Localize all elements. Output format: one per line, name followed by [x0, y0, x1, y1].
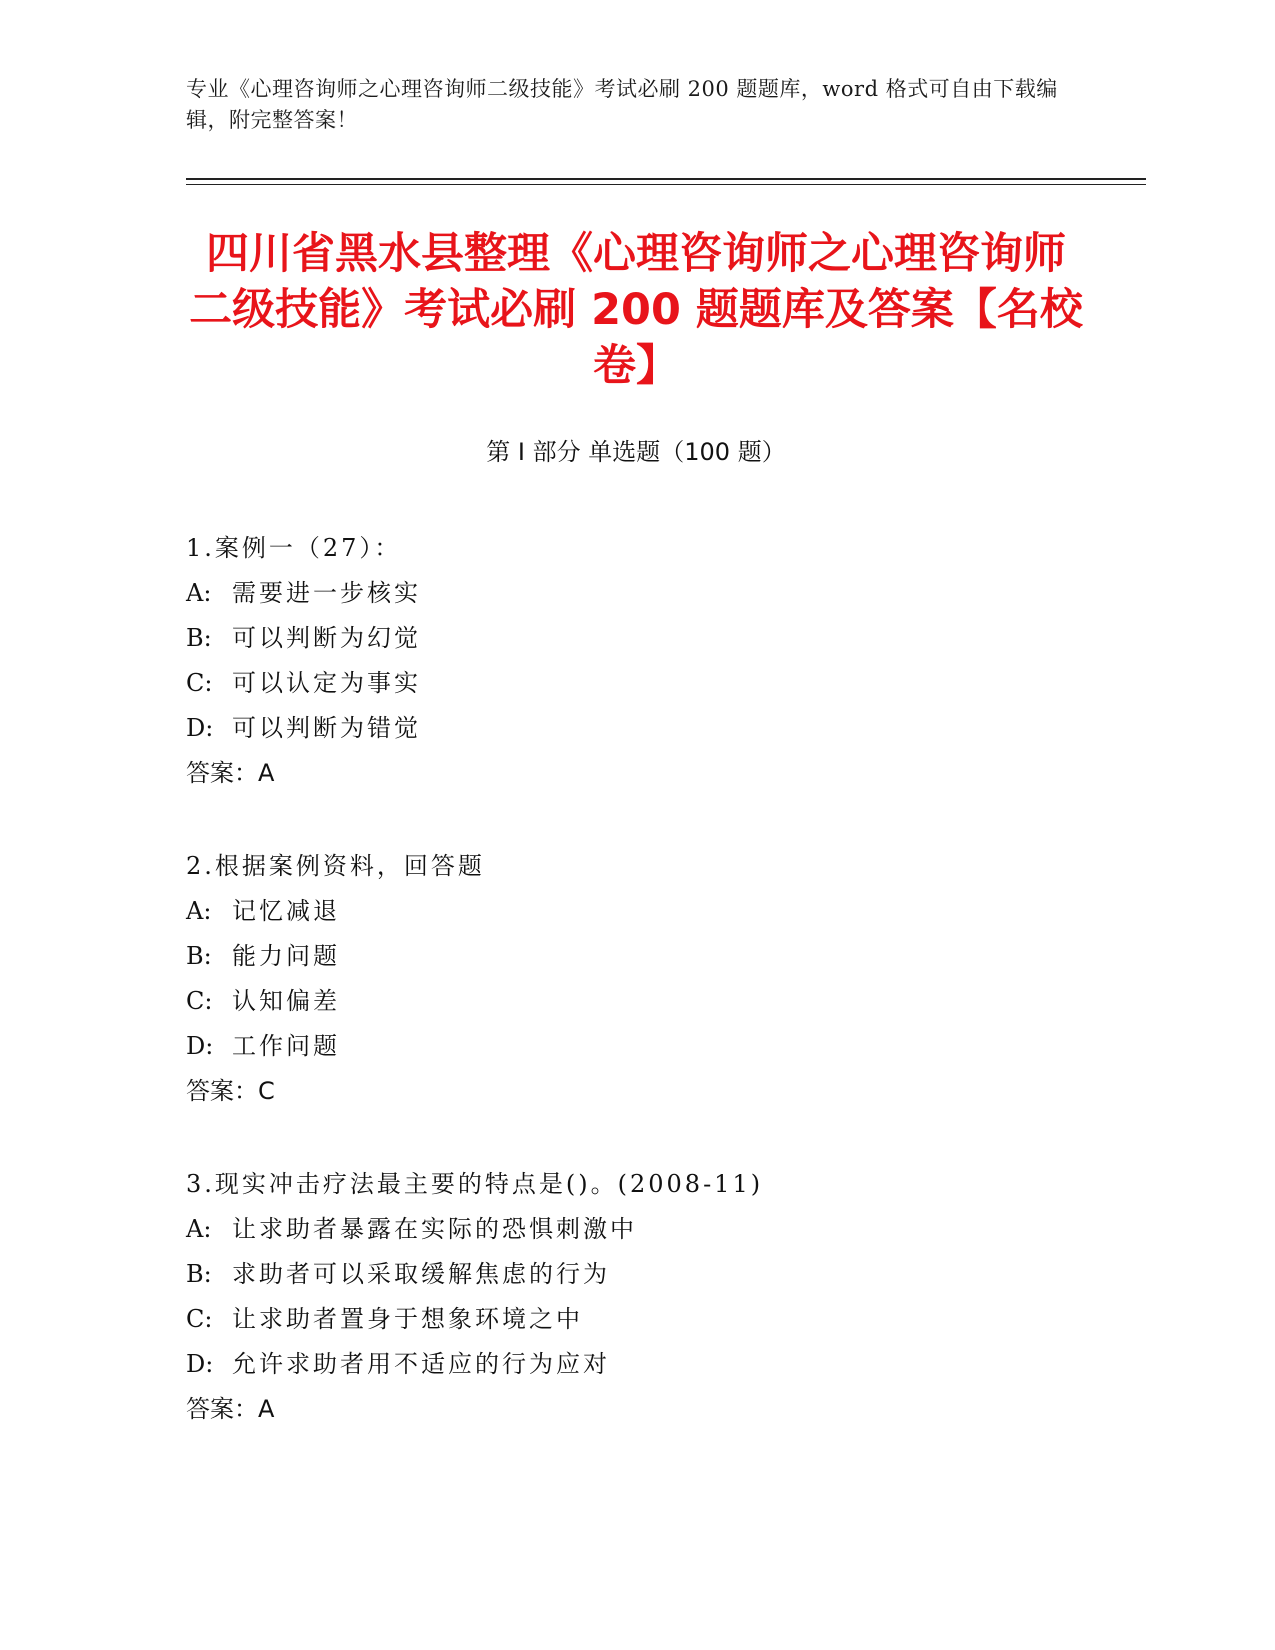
- option-key: D:: [186, 714, 214, 742]
- option-text: 需要进一步核实: [232, 579, 421, 607]
- header-rule-thin: [186, 184, 1146, 185]
- option-key: A:: [186, 1215, 212, 1243]
- option-text: 可以认定为事实: [232, 669, 421, 697]
- section-heading: 第 I 部分 单选题（100 题）: [486, 438, 786, 466]
- option-c: [186, 661, 1146, 706]
- option-text: 记忆减退: [232, 897, 340, 925]
- option-a: [186, 1207, 1146, 1252]
- question-2: [186, 844, 1146, 1114]
- question-3: [186, 1162, 1146, 1432]
- option-d: [186, 706, 1146, 751]
- option-key: C:: [186, 1305, 213, 1333]
- option-b: [186, 934, 1146, 979]
- option-c: [186, 1297, 1146, 1342]
- option-text: 工作问题: [232, 1032, 340, 1060]
- option-text: 可以判断为幻觉: [232, 624, 421, 652]
- option-key: D:: [186, 1350, 214, 1378]
- option-text: 求助者可以采取缓解焦虑的行为: [232, 1260, 610, 1288]
- option-text: 让求助者置身于想象环境之中: [232, 1305, 583, 1333]
- question-stem: 1.案例一（27）：: [186, 534, 402, 562]
- option-key: C:: [186, 987, 213, 1015]
- option-text: 让求助者暴露在实际的恐惧刺激中: [232, 1215, 637, 1243]
- option-b: [186, 616, 1146, 661]
- option-key: B:: [186, 1260, 212, 1288]
- option-text: 能力问题: [232, 942, 340, 970]
- header-rule-thick: [186, 178, 1146, 180]
- option-text: 允许求助者用不适应的行为应对: [232, 1350, 610, 1378]
- option-text: 可以判断为错觉: [232, 714, 421, 742]
- answer-value: A: [258, 1395, 275, 1423]
- option-key: A:: [186, 579, 212, 607]
- answer-value: C: [258, 1077, 275, 1105]
- option-c: [186, 979, 1146, 1024]
- answer-label: 答案：: [186, 1395, 258, 1423]
- answer-line: [186, 1069, 1146, 1114]
- answer-label: 答案：: [186, 1077, 258, 1105]
- question-stem: 2.根据案例资料，回答题: [186, 852, 485, 880]
- header-note: 专业《心理咨询师之心理咨询师二级技能》考试必刷 200 题题库，word 格式可自由下载编辑，附完整答案！: [186, 77, 1058, 132]
- answer-line: [186, 1387, 1146, 1432]
- answer-line: [186, 751, 1146, 796]
- option-a: [186, 571, 1146, 616]
- option-key: B:: [186, 942, 212, 970]
- option-key: B:: [186, 624, 212, 652]
- option-d: [186, 1024, 1146, 1069]
- option-d: [186, 1342, 1146, 1387]
- answer-value: A: [258, 759, 275, 787]
- option-key: C:: [186, 669, 213, 697]
- answer-label: 答案：: [186, 759, 258, 787]
- option-key: D:: [186, 1032, 214, 1060]
- question-1: [186, 526, 1146, 796]
- option-text: 认知偏差: [232, 987, 340, 1015]
- option-b: [186, 1252, 1146, 1297]
- option-key: A:: [186, 897, 212, 925]
- document-title: 四川省黑水县整理《心理咨询师之心理咨询师二级技能》考试必刷 200 题题库及答案【名校卷】: [189, 229, 1083, 391]
- option-a: [186, 889, 1146, 934]
- question-stem: 3.现实冲击疗法最主要的特点是()。(2008-11): [186, 1170, 764, 1198]
